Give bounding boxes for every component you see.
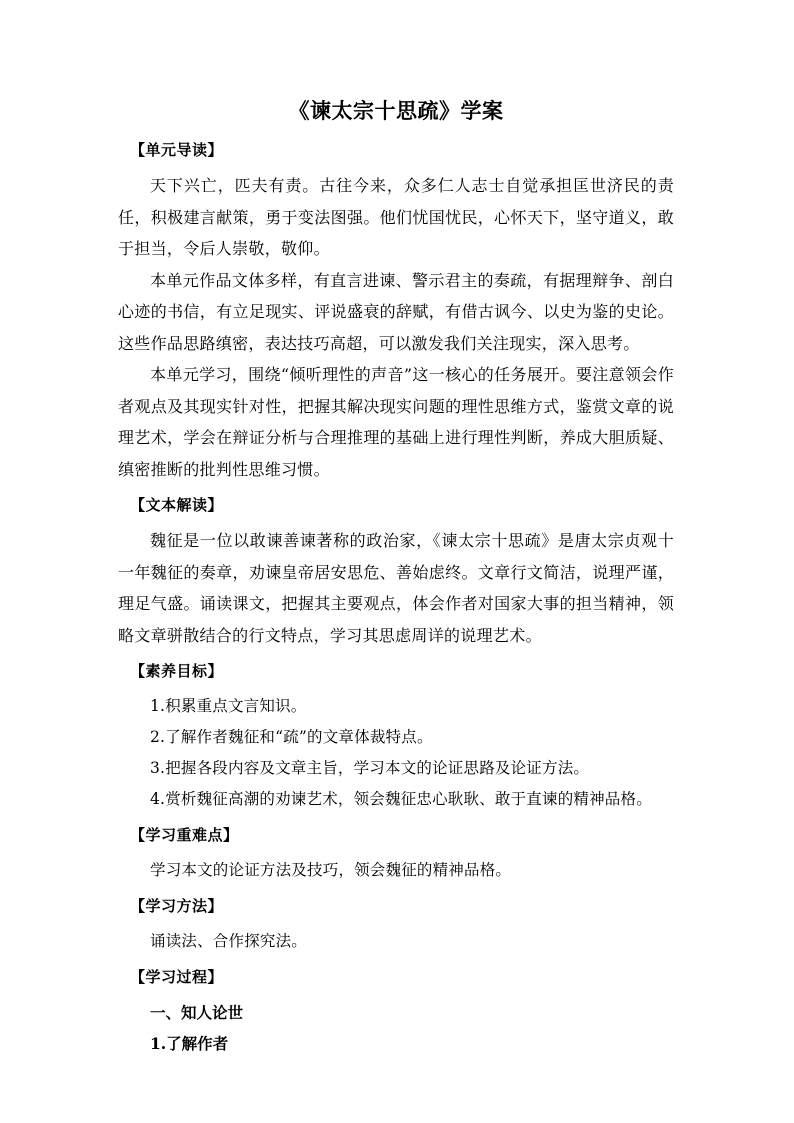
heading-text-reading: 【文本解读】 xyxy=(130,496,224,514)
text-reading-body xyxy=(118,525,674,651)
text-reading-paragraph-1: 魏征是一位以敢谏善谏著称的政治家，《谏太宗十思疏》是唐太宗贞观十一年魏征的奏章，劝谏皇帝居安思危、善始虑终。文章行文简洁，说理严谨，理足气盛。诵读课文，把握其主要观点，体会作者对国家大事的担当精神，领略文章骈散结合的行文特点，学习其思虑周详的说理艺术。 xyxy=(118,531,674,645)
document-content xyxy=(118,96,674,1067)
methods-text: 诵读法、合作探究法。 xyxy=(150,932,308,950)
goal-item-1: 1.积累重点文言知识。 xyxy=(150,697,307,715)
goal-item-2: 2.了解作者魏征和“疏”的文章体裁特点。 xyxy=(150,728,433,746)
heading-process: 【学习过程】 xyxy=(130,968,224,986)
goal-item-4: 4.赏析魏征高潮的劝谏艺术，领会魏征忠心耿耿、敢于直谏的精神品格。 xyxy=(150,790,652,808)
heading-methods: 【学习方法】 xyxy=(130,897,224,915)
methods-body xyxy=(118,926,674,957)
heading-key-points: 【学习重难点】 xyxy=(130,826,239,844)
literacy-goals-list xyxy=(118,691,674,815)
goal-item-3: 3.把握各段内容及文章主旨，学习本文的论证思路及论证方法。 xyxy=(150,759,590,777)
unit-intro-body xyxy=(118,170,674,485)
unit-intro-paragraph-1: 天下兴亡，匹夫有责。古往今来，众多仁人志士自觉承担匡世济民的责任，积极建言献策，勇于变法图强。他们忧国忧民，心怀天下，坚守道义，敢于担当，令后人崇敬，敬仰。 xyxy=(118,176,674,258)
process-part-1-1: 1.了解作者 xyxy=(150,1034,229,1053)
key-points-body xyxy=(118,855,674,886)
key-points-text: 学习本文的论证方法及技巧，领会魏征的精神品格。 xyxy=(150,861,512,879)
unit-intro-paragraph-2: 本单元作品文体多样，有直言进谏、警示君主的奏疏，有据理辩争、剖白心迹的书信，有立足现实、评说盛衰的辞赋，有借古讽今、以史为鉴的史论。这些作品思路缜密，表达技巧高超，可以激发我们关注现实，深入思考。 xyxy=(118,270,674,353)
heading-unit-intro: 【单元导读】 xyxy=(130,141,224,159)
document-title: 《谏太宗十思疏》学案 xyxy=(288,98,504,123)
unit-intro-paragraph-3: 本单元学习，围绕“倾听理性的声音”这一核心的任务展开。要注意领会作者观点及其现实针对性，把握其解决现实问题的理性思维方式，鉴赏文章的说理艺术，学会在辩证分析与合理推理的基础上进行理性判断，养成大胆质疑、缜密推断的批判性思维习惯。 xyxy=(118,365,674,479)
heading-literacy-goals: 【素养目标】 xyxy=(130,662,224,680)
process-body xyxy=(118,997,674,1059)
process-part-1: 一、知人论世 xyxy=(150,1003,244,1022)
